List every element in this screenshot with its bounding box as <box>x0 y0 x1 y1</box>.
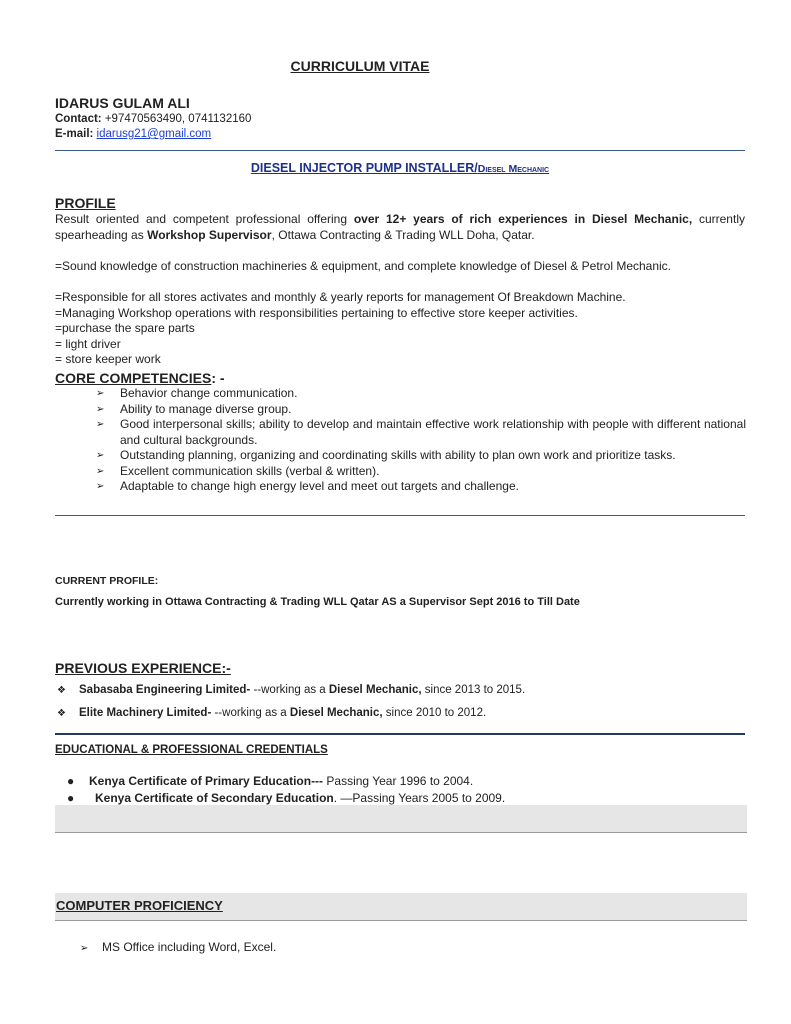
contact-value: +97470563490, 0741132160 <box>101 113 252 125</box>
job-title-main: DIESEL INJECTOR PUMP INSTALLER/ <box>250 161 478 175</box>
candidate-name: IDARUS GULAM ALI <box>55 95 190 111</box>
divider <box>55 733 745 735</box>
profile-line: =Managing Workshop operations with responsibilities pertaining to effective store keeper activities. <box>55 306 578 320</box>
education-heading: EDUCATIONAL & PROFESSIONAL CREDENTIALS <box>55 744 328 756</box>
computer-proficiency-heading: COMPUTER PROFICIENCY <box>56 898 223 913</box>
diamond-bullet-icon: ❖ <box>57 708 66 719</box>
list-item: ➢ Excellent communication skills (verbal & written). <box>96 463 380 478</box>
list-item: ● Kenya Certificate of Secondary Education. —Passing Years 2005 to 2009. <box>67 791 506 805</box>
previous-experience-heading: PREVIOUS EXPERIENCE:- <box>55 660 231 676</box>
arrow-bullet-icon: ➢ <box>96 388 105 399</box>
list-item: ● Kenya Certificate of Primary Education--- Passing Year 1996 to 2004. <box>67 774 474 788</box>
divider <box>55 832 747 833</box>
email-link[interactable]: idarusg21@gmail.com <box>96 128 212 140</box>
dot-bullet-icon: ● <box>67 791 75 805</box>
core-competencies-list <box>92 386 746 495</box>
arrow-bullet-icon: ➢ <box>96 465 105 477</box>
profile-intro: Result oriented and competent professional offering over 12+ years of rich experiences in Diesel Mechanic, currently spearheading as Workshop Supervisor, Ottawa Contracting & Trading WLL Doha, Qatar. <box>55 212 745 242</box>
list-item: ➢ Ability to manage diverse group. <box>96 401 292 416</box>
profile-line: =Responsible for all stores activates and monthly & yearly reports for management Of Breakdown Machine. <box>55 290 626 304</box>
arrow-bullet-icon: ➢ <box>80 943 89 954</box>
list-item: ➢ Good interpersonal skills; ability to develop and maintain effective work relationship with people with different national and cultural backgrounds. <box>96 417 746 447</box>
list-item: ➢ Outstanding planning, organizing and coordinating skills with ability to plan own work and prioritize tasks. <box>96 448 676 462</box>
profile-heading: PROFILE <box>55 195 116 211</box>
profile-line: =purchase the spare parts <box>55 321 195 335</box>
contact-label: Contact: <box>55 113 102 125</box>
job-title-small-caps: Diesel Mechanic <box>477 163 550 175</box>
email-line <box>55 128 211 140</box>
list-item: ➢ Adaptable to change high energy level and meet out targets and challenge. <box>96 479 519 493</box>
list-item: ➢ Behavior change communication. <box>96 386 298 400</box>
dot-bullet-icon: ● <box>67 774 75 788</box>
core-competencies-heading: CORE COMPETENCIES: - <box>55 370 225 386</box>
profile-line: = light driver <box>55 337 121 351</box>
list-item: ❖ Sabasaba Engineering Limited- --working as a Diesel Mechanic, since 2013 to 2015. <box>57 684 526 696</box>
arrow-bullet-icon: ➢ <box>96 481 105 492</box>
profile-line: =Sound knowledge of construction machineries & equipment, and complete knowledge of Diesel & Petrol Mechanic. <box>55 259 672 273</box>
arrow-bullet-icon: ➢ <box>96 403 105 415</box>
current-profile-text: Currently working in Ottawa Contracting & Trading WLL Qatar AS a Supervisor Sept 2016 to Till Date <box>55 596 580 608</box>
current-profile-heading: CURRENT PROFILE: <box>55 575 159 587</box>
email-label: E-mail: <box>55 128 94 140</box>
contact-line <box>55 113 251 125</box>
arrow-bullet-icon: ➢ <box>96 450 105 461</box>
list-item: ➢ MS Office including Word, Excel. <box>80 940 277 954</box>
job-title <box>0 161 791 175</box>
list-item: ❖ Elite Machinery Limited- --working as a Diesel Mechanic, since 2010 to 2012. <box>57 707 487 719</box>
arrow-bullet-icon: ➢ <box>96 419 105 430</box>
document-title: CURRICULUM VITAE <box>290 58 430 74</box>
diamond-bullet-icon: ❖ <box>57 685 66 696</box>
divider <box>55 920 747 921</box>
shaded-band <box>55 805 747 832</box>
divider <box>55 515 745 516</box>
profile-line: = store keeper work <box>55 352 161 366</box>
divider <box>55 150 745 151</box>
